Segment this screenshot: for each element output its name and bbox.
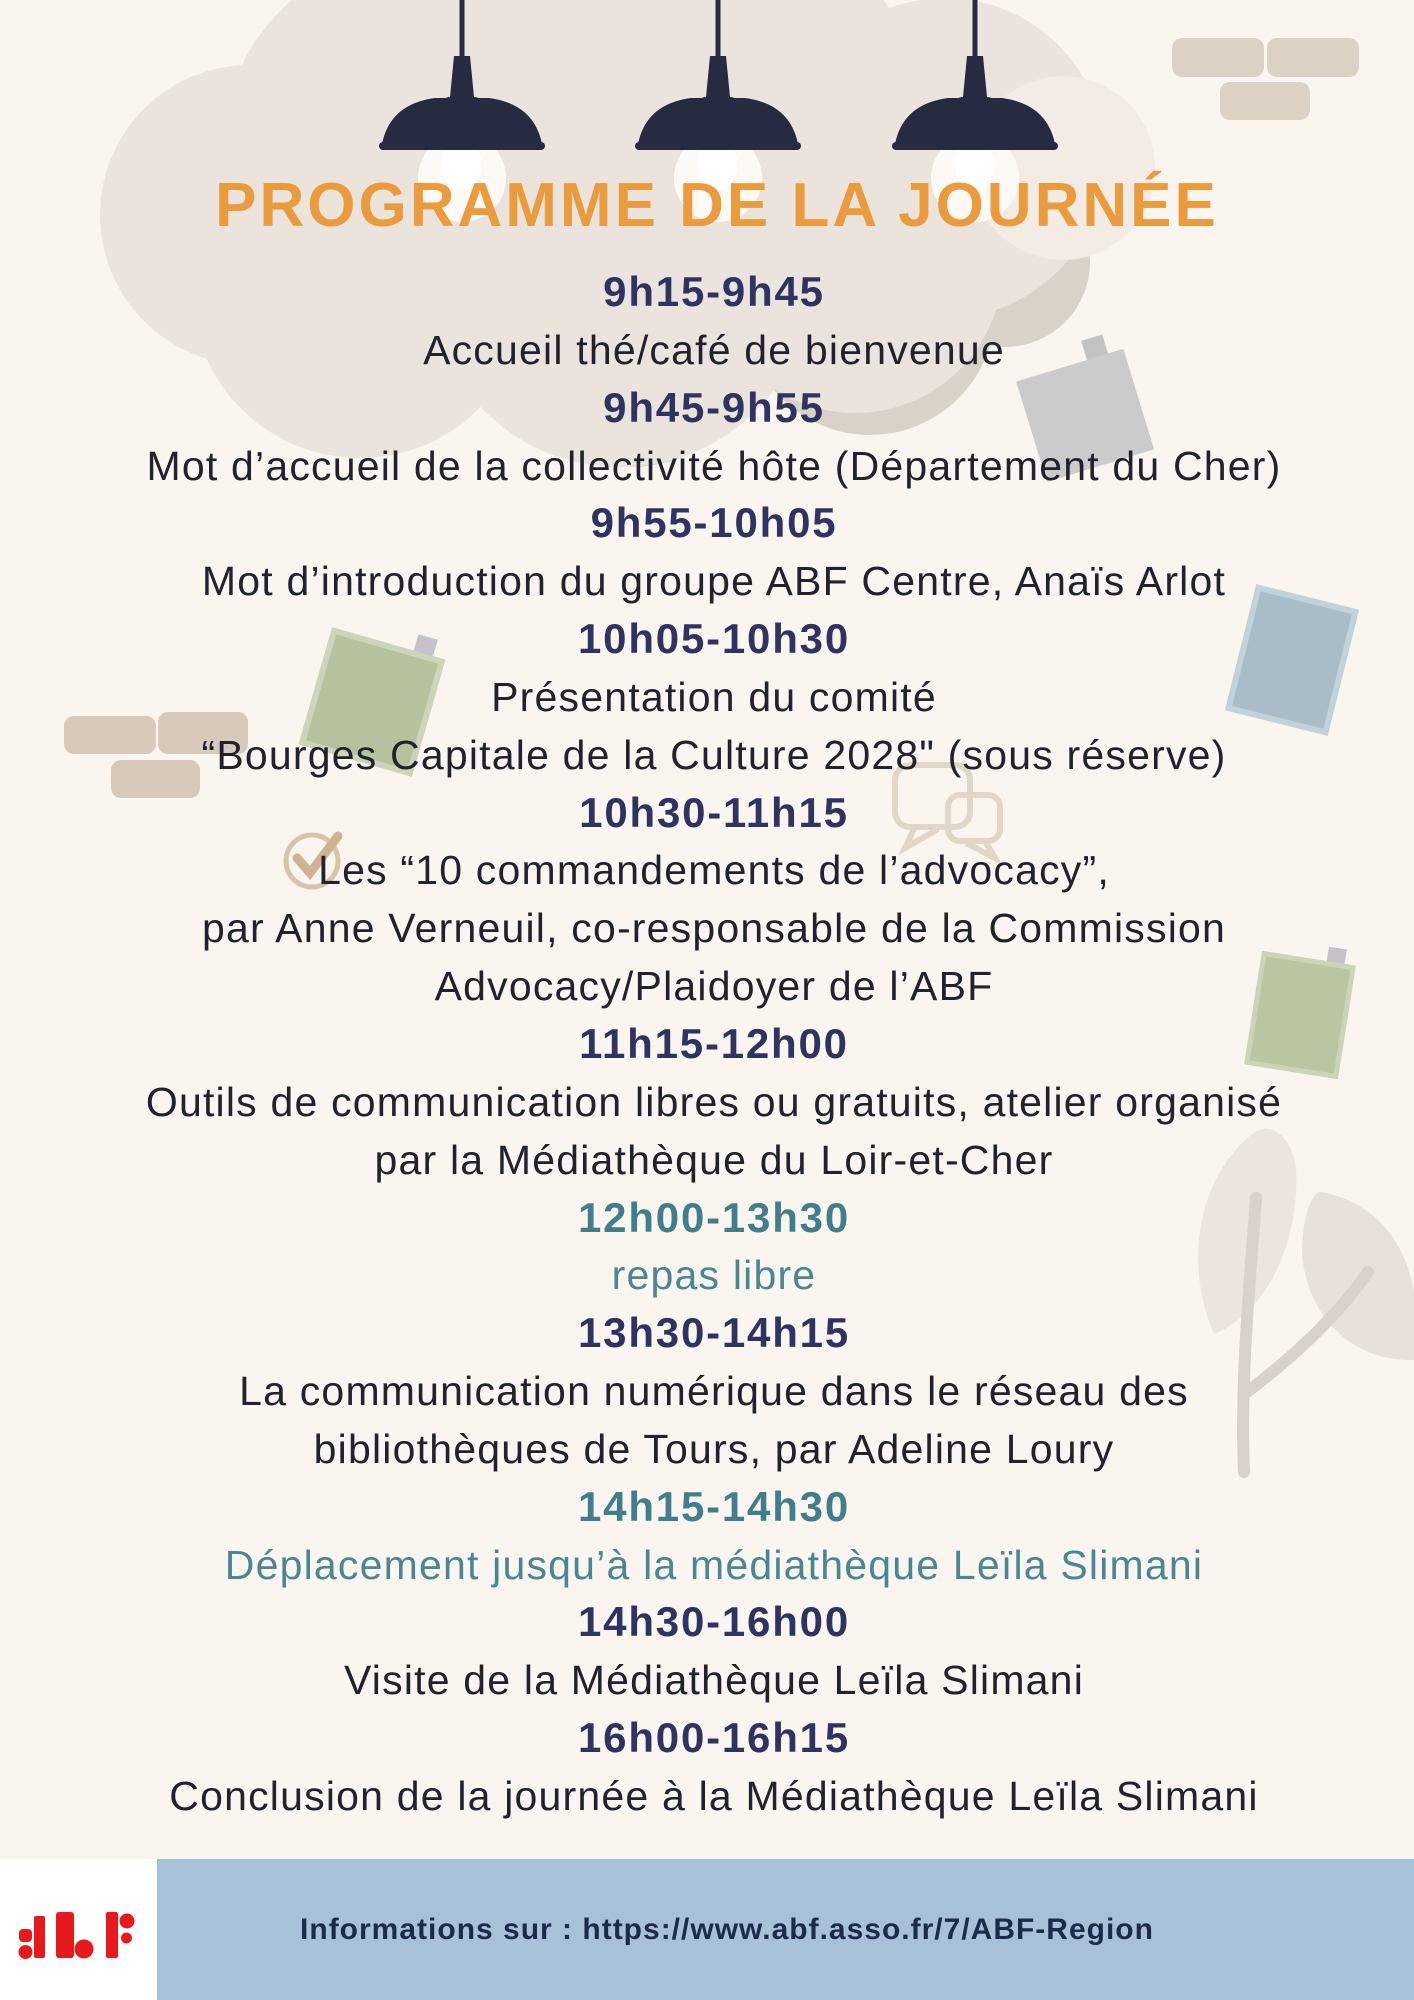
schedule-line: 9h15-9h45 — [603, 268, 825, 315]
schedule-line: Les “10 commandements de l’advocacy”, — [318, 847, 1110, 894]
schedule-line: 9h55-10h05 — [590, 499, 838, 547]
schedule-line: 16h00-16h15 — [578, 1714, 850, 1762]
schedule-line: Mot d’accueil de la collectivité hôte (Département du Cher) — [146, 442, 1282, 489]
schedule-line: repas libre — [611, 1252, 817, 1299]
schedule-line: La communication numérique dans le réseau des — [239, 1368, 1189, 1415]
schedule-line: 14h30-16h00 — [578, 1598, 850, 1646]
page-title: PROGRAMME DE LA JOURNÉE — [215, 171, 1219, 240]
schedule-line: Conclusion de la journée à la Médiathèque Leïla Slimani — [169, 1772, 1259, 1819]
schedule-line: bibliothèques de Tours, par Adeline Loury — [313, 1425, 1115, 1472]
schedule-line: 10h05-10h30 — [578, 615, 850, 663]
footer-band — [157, 1859, 1414, 2000]
schedule-line: Accueil thé/café de bienvenue — [423, 326, 1005, 373]
abf-logo — [0, 1859, 157, 2000]
schedule-line: Outils de communication libres ou gratuits, atelier organisé — [145, 1078, 1283, 1125]
schedule-line: Déplacement jusqu’à la médiathèque Leïla Slimani — [224, 1541, 1204, 1588]
schedule-line: 11h15-12h00 — [579, 1019, 849, 1067]
schedule-line: par la Médiathèque du Loir-et-Cher — [374, 1136, 1054, 1183]
schedule-line: Visite de la Médiathèque Leïla Slimani — [344, 1657, 1084, 1704]
footer-info-text: Informations sur : https://www.abf.asso.fr/7/ABF-Region — [300, 1912, 1154, 1946]
schedule-line: Advocacy/Plaidoyer de l’ABF — [434, 963, 994, 1010]
schedule-line: 9h45-9h55 — [603, 383, 825, 431]
schedule-line: 12h00-13h30 — [578, 1193, 850, 1241]
schedule-line: Présentation du comité — [491, 673, 937, 720]
schedule-line: 13h30-14h15 — [578, 1309, 850, 1357]
schedule-line: Mot d’introduction du groupe ABF Centre, Anaïs Arlot — [201, 558, 1227, 605]
schedule-line: “Bourges Capitale de la Culture 2028" (sous réserve) — [201, 731, 1227, 778]
schedule-line: par Anne Verneuil, co-responsable de la Commission — [201, 905, 1227, 952]
schedule-line: 14h15-14h30 — [578, 1482, 850, 1530]
schedule-line: 10h30-11h15 — [579, 788, 849, 836]
